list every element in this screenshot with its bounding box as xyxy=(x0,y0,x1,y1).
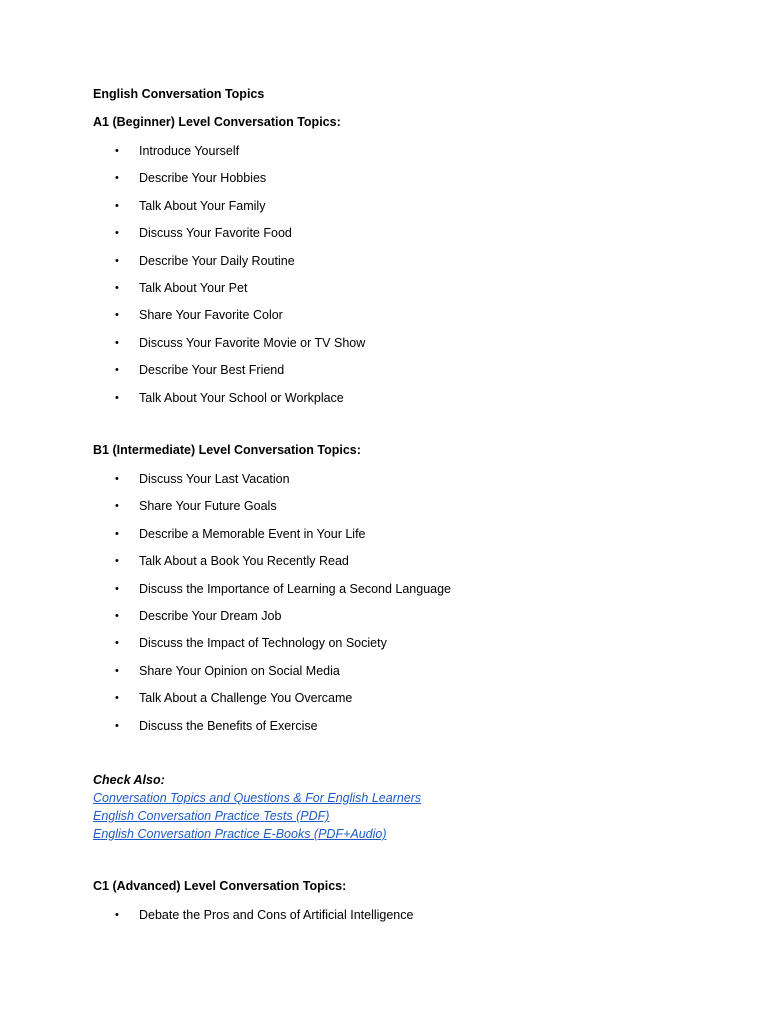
section-heading-c1: C1 (Advanced) Level Conversation Topics: xyxy=(93,879,347,893)
list-item-text: Talk About a Challenge You Overcame xyxy=(139,691,353,706)
bullet-icon: • xyxy=(115,145,119,157)
list-item-text: Discuss the Impact of Technology on Society xyxy=(139,636,387,651)
list-item-text: Describe Your Best Friend xyxy=(139,363,285,378)
bullet-icon: • xyxy=(115,719,119,732)
check-also-block xyxy=(93,771,421,843)
list-item xyxy=(93,197,365,224)
bullet-icon: • xyxy=(115,336,119,349)
list-item xyxy=(93,306,365,333)
bullet-icon: • xyxy=(115,609,119,622)
bullet-icon: • xyxy=(115,692,119,705)
bullet-icon: • xyxy=(115,664,119,677)
bullet-icon: • xyxy=(115,582,119,595)
list-item-text: Discuss Your Favorite Movie or TV Show xyxy=(139,335,366,350)
list-item-text: Discuss Your Last Vacation xyxy=(139,472,290,486)
list-item xyxy=(93,497,451,524)
list-item-text: Describe a Memorable Event in Your Life xyxy=(139,526,366,541)
bullet-icon: • xyxy=(115,364,119,377)
list-item-text: Share Your Opinion on Social Media xyxy=(139,663,340,678)
topic-list-a1 xyxy=(93,142,365,416)
list-item xyxy=(93,252,365,279)
list-item xyxy=(93,169,365,196)
section-heading-b1: B1 (Intermediate) Level Conversation Topics: xyxy=(93,443,361,457)
list-item xyxy=(93,279,365,306)
list-item-text: Describe Your Daily Routine xyxy=(139,253,295,268)
list-item xyxy=(93,552,451,579)
list-item-text: Talk About Your Family xyxy=(139,198,266,213)
list-item xyxy=(93,224,365,251)
list-item xyxy=(93,580,451,607)
bullet-icon: • xyxy=(115,637,119,650)
list-item-text: Talk About Your School or Workplace xyxy=(139,390,344,405)
bullet-icon: • xyxy=(115,500,119,513)
bullet-icon: • xyxy=(115,473,119,485)
document-title: English Conversation Topics xyxy=(93,87,265,101)
list-item-text: Introduce Yourself xyxy=(139,144,240,158)
section-heading-a1: A1 (Beginner) Level Conversation Topics: xyxy=(93,115,341,129)
list-item xyxy=(93,634,451,661)
link-practice-tests[interactable]: English Conversation Practice Tests (PDF) xyxy=(93,809,330,823)
list-item xyxy=(93,717,451,744)
list-item-text: Share Your Favorite Color xyxy=(139,308,283,323)
link-practice-ebooks[interactable]: English Conversation Practice E-Books (PDF+Audio) xyxy=(93,827,387,841)
list-item-text: Discuss the Benefits of Exercise xyxy=(139,718,318,733)
bullet-icon: • xyxy=(115,227,119,240)
bullet-icon: • xyxy=(115,199,119,212)
list-item xyxy=(93,389,365,416)
list-item-text: Talk About a Book You Recently Read xyxy=(139,554,349,569)
list-item xyxy=(93,334,365,361)
bullet-icon: • xyxy=(115,909,119,921)
list-item-text: Describe Your Dream Job xyxy=(139,608,282,623)
bullet-icon: • xyxy=(115,527,119,540)
list-item-text: Talk About Your Pet xyxy=(139,280,248,295)
list-item xyxy=(93,662,451,689)
list-item xyxy=(93,689,451,716)
check-also-label: Check Also: xyxy=(93,773,165,787)
list-item xyxy=(93,142,365,169)
topic-list-c1 xyxy=(93,906,413,933)
bullet-icon: • xyxy=(115,254,119,267)
bullet-icon: • xyxy=(115,555,119,568)
list-item-text: Describe Your Hobbies xyxy=(139,171,267,186)
list-item-text: Discuss Your Favorite Food xyxy=(139,226,292,241)
list-item xyxy=(93,906,413,933)
bullet-icon: • xyxy=(115,172,119,185)
list-item xyxy=(93,361,365,388)
topic-list-b1 xyxy=(93,470,451,744)
bullet-icon: • xyxy=(115,391,119,404)
list-item xyxy=(93,525,451,552)
bullet-icon: • xyxy=(115,309,119,322)
bullet-icon: • xyxy=(115,281,119,294)
list-item-text: Discuss the Importance of Learning a Second Language xyxy=(139,581,452,596)
list-item xyxy=(93,470,451,497)
list-item xyxy=(93,607,451,634)
list-item-text: Debate the Pros and Cons of Artificial Intelligence xyxy=(139,908,414,922)
list-item-text: Share Your Future Goals xyxy=(139,499,277,514)
link-conversation-topics[interactable]: Conversation Topics and Questions & For English Learners xyxy=(93,791,422,805)
